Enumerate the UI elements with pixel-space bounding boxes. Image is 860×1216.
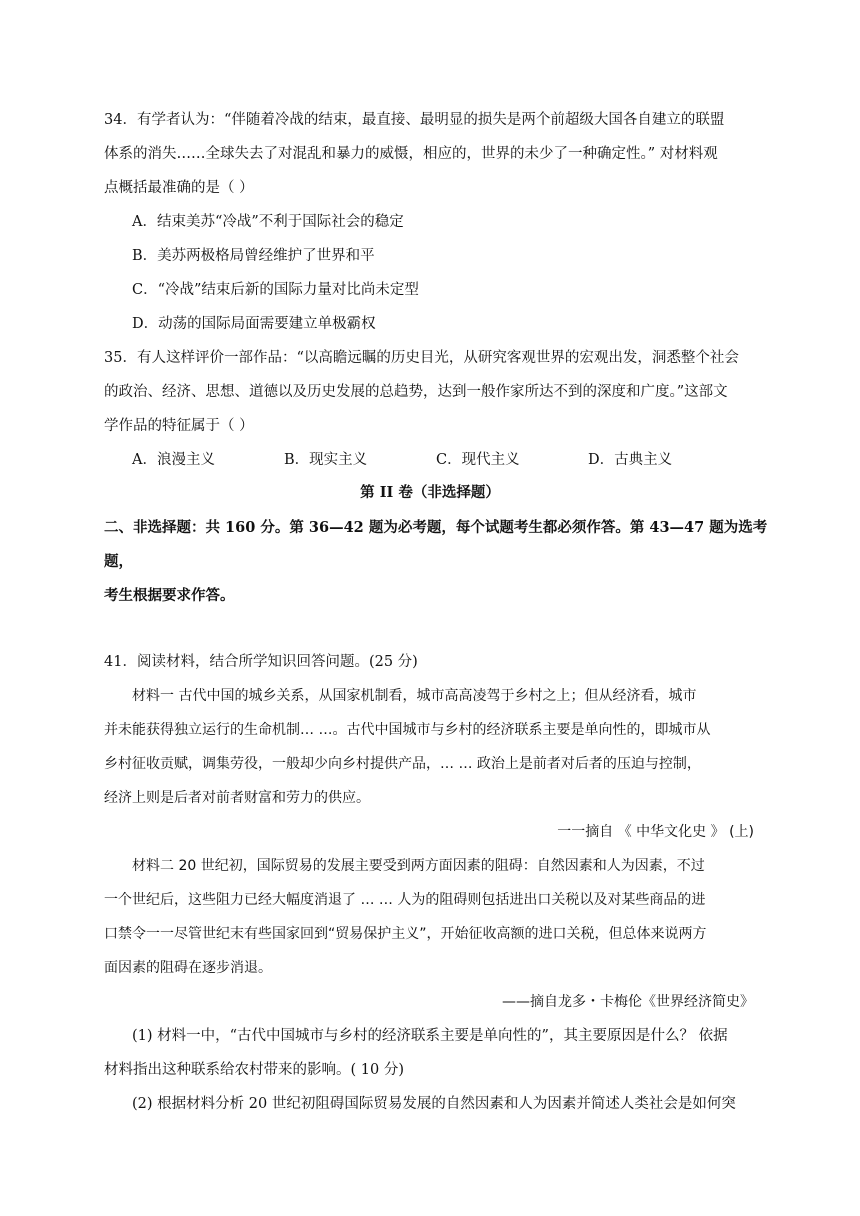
section2-instructions-line3: 考生根据要求作答。: [104, 587, 235, 604]
q35-stem-line1: 35．有人这样评价一部作品：“以高瞻远瞩的历史目光，从研究客观世界的宏观出发，洞悉整个社会: [104, 350, 739, 366]
q34-option-d: D．动荡的国际局面需要建立单极霸权: [132, 316, 376, 332]
q41-stem: 41．阅读材料，结合所学知识回答问题。(25 分): [104, 654, 418, 670]
q34-option-a: A．结束美苏“冷战”不利于国际社会的稳定: [132, 214, 404, 230]
q41-material1-line1: 材料一 古代中国的城乡关系，从国家机制看，城市高高凌驾于乡村之上；但从经济看，城市: [132, 688, 697, 704]
q34-option-b: B．美苏两极格局曾经维护了世界和平: [132, 248, 375, 264]
q41-subquestion2-line1: (2) 根据材料分析 20 世纪初阻碍国际贸易发展的自然因素和人为因素并简述人类社会是如何突: [132, 1096, 736, 1112]
q34-stem-line3: 点概括最准确的是（ ）: [104, 180, 254, 196]
section2-instructions-line2: 题，: [104, 553, 133, 570]
q35-option-b: B．现实主义: [284, 452, 368, 468]
q41-subquestion1-line2: 材料指出这种联系给农村带来的影响。( 10 分): [104, 1062, 404, 1078]
q41-material1-line2: 并未能获得独立运行的生命机制… …。古代中国城市与乡村的经济联系主要是单向性的，即城市从: [104, 722, 711, 738]
q35-option-c: C．现代主义: [436, 452, 520, 468]
q41-material2-source: ——摘自龙多・卡梅伦《世界经济简史》: [502, 994, 754, 1010]
q41-material2-line2: 一个世纪后，这些阻力已经大幅度消退了 … … 人为的阻碍则包括进出口关税以及对某些商品的进: [104, 892, 706, 908]
q35-options-row: [132, 450, 672, 470]
q41-material2-line1: 材料二 20 世纪初，国际贸易的发展主要受到两方面因素的阻碍：自然因素和人为因素，不过: [132, 858, 705, 874]
q34-stem-line1: 34．有学者认为：“伴随着冷战的结束，最直接、最明显的损失是两个前超级大国各自建立的联盟: [104, 112, 725, 128]
section2-title: 第 II 卷（非选择题）: [360, 484, 500, 501]
q41-subquestion1-line1: (1) 材料一中，“古代中国城市与乡村的经济联系主要是单向性的”，其主要原因是什么？ 依据: [132, 1028, 728, 1044]
q35-option-a: A．浪漫主义: [132, 452, 215, 468]
q35-option-d: D．古典主义: [588, 452, 673, 468]
section2-instructions-line1: 二、非选择题：共 160 分。第 36—42 题为必考题，每个试题考生都必须作答。第 43—47 题为选考: [104, 519, 768, 536]
q41-material2-line4: 面因素的阻碍在逐步消退。: [104, 960, 272, 976]
q41-material1-line4: 经济上则是后者对前者财富和劳力的供应。: [104, 790, 370, 806]
q41-material1-source: 一一摘自 《 中华文化史 》 (上): [557, 824, 754, 840]
q34-option-c: C．“冷战”结束后新的国际力量对比尚未定型: [132, 282, 419, 298]
q35-stem-line2: 的政治、经济、思想、道德以及历史发展的总趋势，达到一般作家所达不到的深度和广度。”这部文: [104, 384, 728, 400]
q41-material2-line3: 口禁令一一尽管世纪末有些国家回到“贸易保护主义”，开始征收高额的进口关税，但总体来说两方: [104, 926, 707, 942]
q34-stem-line2: 体系的消失……全球失去了对混乱和暴力的威慑，相应的，世界的未少了一种确定性。” 对材料观: [104, 146, 718, 162]
q35-stem-line3: 学作品的特征属于（ ）: [104, 418, 254, 434]
q41-material1-line3: 乡村征收贡赋，调集劳役，一般却少向乡村提供产品，… … 政治上是前者对后者的压迫与控制，: [104, 756, 701, 772]
